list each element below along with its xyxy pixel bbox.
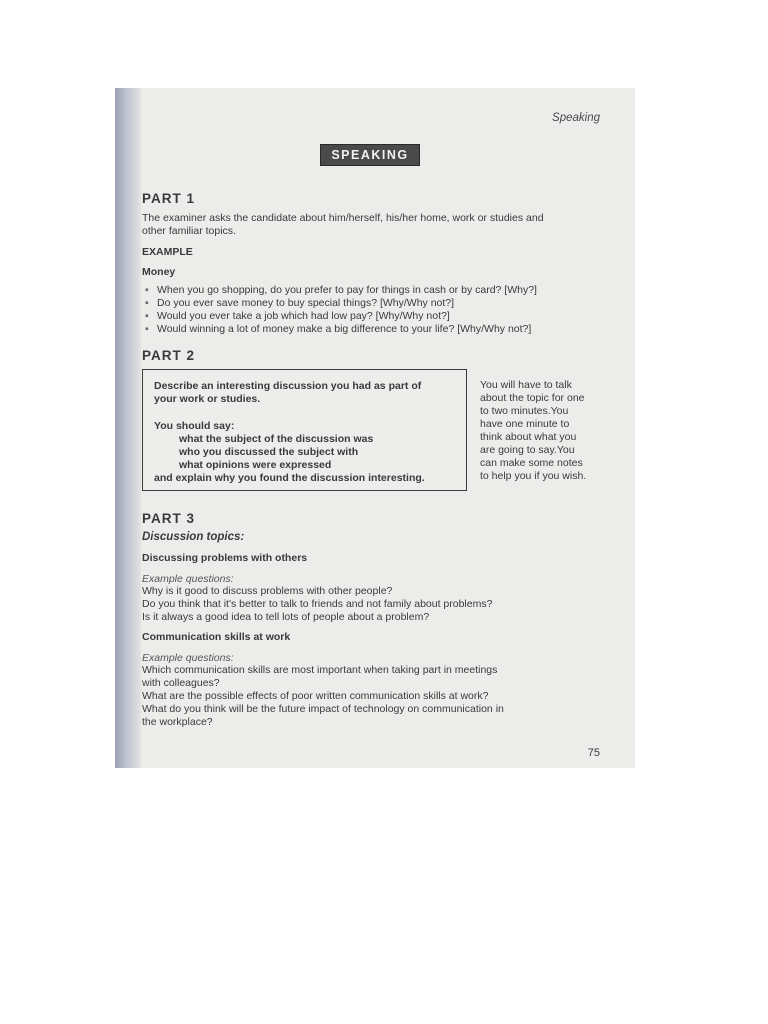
book-spine-shadow: [115, 88, 141, 768]
side-note-line: about the topic for one: [480, 392, 585, 404]
list-item: [142, 284, 612, 297]
cue-point: what the subject of the discussion was: [179, 433, 374, 445]
part2-title: PART 2: [142, 348, 196, 363]
cue-explain: and explain why you found the discussion interesting.: [154, 472, 425, 484]
section-banner: SPEAKING: [320, 144, 420, 166]
list-item: [142, 297, 612, 310]
question-line: the workplace?: [142, 716, 213, 728]
question-line: Do you think that it's better to talk to friends and not family about problems?: [142, 598, 493, 610]
list-item: [142, 310, 612, 323]
you-should-say: You should say:: [154, 420, 235, 432]
bullet-icon: ▪: [145, 323, 149, 335]
side-note-line: You will have to talk: [480, 379, 572, 391]
cue-card-prompt: [154, 380, 459, 406]
side-note-line: can make some notes: [480, 457, 583, 469]
part1-intro: [142, 212, 622, 238]
page-number: 75: [587, 747, 600, 759]
question-text: Do you ever save money to buy special things? [Why/Why not?]: [157, 297, 455, 309]
question-line: Is it always a good idea to tell lots of people about a problem?: [142, 611, 430, 623]
topic2-questions: [142, 664, 562, 729]
question-text: Would winning a lot of money make a big difference to your life? [Why/Why not?]: [157, 323, 532, 335]
side-note-line: to two minutes.You: [480, 405, 569, 417]
running-head: Speaking: [552, 112, 600, 124]
question-line: Which communication skills are most important when taking part in meetings: [142, 664, 498, 676]
cue-point: who you discussed the subject with: [179, 446, 359, 458]
cue-point: what opinions were expressed: [179, 459, 332, 471]
topic1-questions: [142, 585, 562, 624]
cue-card-prompt-line: your work or studies.: [154, 393, 261, 405]
topic2-heading: Communication skills at work: [142, 631, 291, 643]
part2-side-note: [480, 379, 610, 483]
cue-card: [142, 369, 467, 491]
bullet-icon: ▪: [145, 297, 149, 309]
topic1-example-label: Example questions:: [142, 573, 234, 585]
cue-card-prompt-line: Describe an interesting discussion you had as part of: [154, 380, 422, 392]
question-line: What do you think will be the future impact of technology on communication in: [142, 703, 504, 715]
topic1-heading: Discussing problems with others: [142, 552, 308, 564]
question-line: Why is it good to discuss problems with other people?: [142, 585, 393, 597]
part1-title: PART 1: [142, 191, 196, 206]
book-page: [115, 88, 635, 768]
question-text: Would you ever take a job which had low pay? [Why/Why not?]: [157, 310, 450, 322]
question-line: with colleagues?: [142, 677, 220, 689]
part1-topic: Money: [142, 266, 176, 278]
question-text: When you go shopping, do you prefer to pay for things in cash or by card? [Why?]: [157, 284, 537, 296]
question-line: What are the possible effects of poor written communication skills at work?: [142, 690, 489, 702]
part1-intro-line: The examiner asks the candidate about him/herself, his/her home, work or studies and: [142, 212, 544, 224]
bullet-icon: ▪: [145, 284, 149, 296]
part3-title: PART 3: [142, 511, 196, 526]
topic2-example-label: Example questions:: [142, 652, 234, 664]
side-note-line: think about what you: [480, 431, 577, 443]
side-note-line: to help you if you wish.: [480, 470, 587, 482]
example-label: EXAMPLE: [142, 246, 193, 258]
part1-question-list: [142, 284, 612, 336]
list-item: [142, 323, 612, 336]
side-note-line: have one minute to: [480, 418, 570, 430]
bullet-icon: ▪: [145, 310, 149, 322]
discussion-topics-heading: Discussion topics:: [142, 531, 245, 543]
part1-intro-line: other familiar topics.: [142, 225, 236, 237]
side-note-line: are going to say.You: [480, 444, 575, 456]
